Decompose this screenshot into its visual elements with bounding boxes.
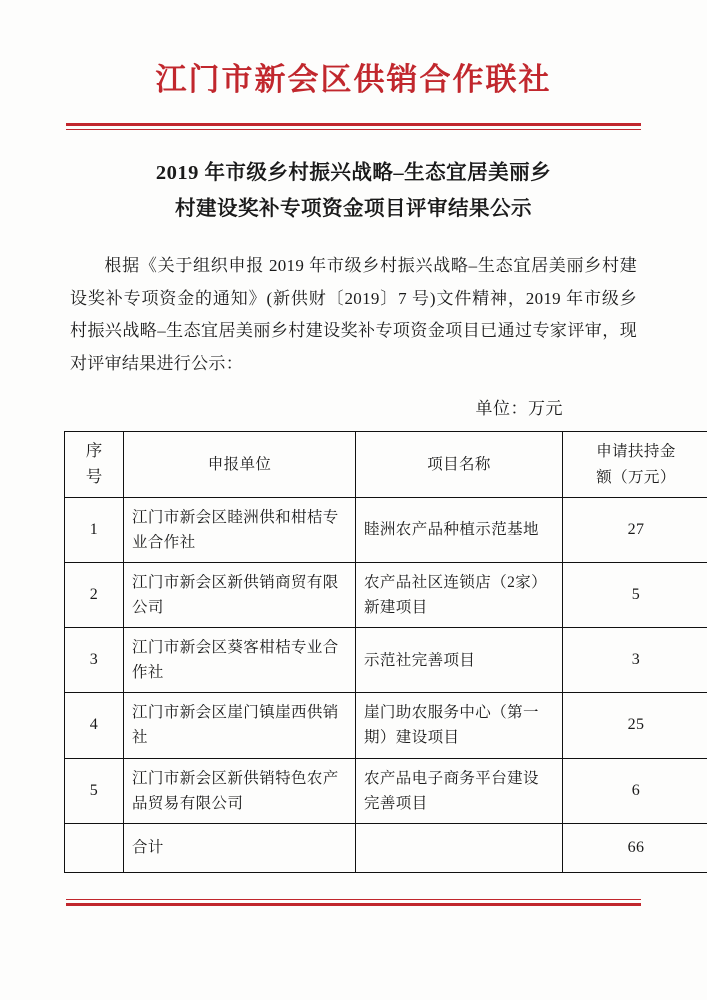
header-index-line-1: 序 [85, 441, 103, 461]
paragraph-text: 根据《关于组织申报 2019 年市级乡村振兴战略–生态宜居美丽乡村建设奖补专项资金的通知》(新供财〔2019〕7 号)文件精神，2019 年市级乡村振兴战略–生态宜居美丽乡村建设奖补专项资金项目已通过专家评审，现对评审结果进行公示： [70, 255, 637, 373]
table-row [65, 497, 707, 562]
table-row [65, 693, 707, 758]
header-unit: 申报单位 [124, 432, 356, 497]
header-project: 项目名称 [356, 432, 563, 497]
table-row [65, 628, 707, 693]
cell-amount: 27 [563, 497, 707, 562]
total-spacer [65, 823, 124, 872]
table-header-row [65, 432, 707, 497]
cell-amount: 5 [563, 562, 707, 627]
notice-paragraph [64, 250, 643, 381]
document-title-line-2: 村建设奖补专项资金项目评审结果公示 [175, 198, 532, 221]
header-amount-line-2: 额（万元） [596, 468, 676, 486]
cell-index: 1 [65, 497, 124, 562]
cell-index: 3 [65, 628, 124, 693]
table-body [65, 497, 707, 872]
footer-thick-line [66, 903, 641, 906]
results-table [64, 431, 707, 872]
total-project-blank [356, 823, 563, 872]
unit-note: 单位：万元 [475, 399, 563, 419]
header-index-line-2: 号 [85, 466, 103, 486]
cell-project: 睦洲农产品种植示范基地 [356, 497, 563, 562]
cell-unit: 江门市新会区崖门镇崖西供销社 [124, 693, 356, 758]
cell-project: 示范社完善项目 [356, 628, 563, 693]
cell-index: 4 [65, 693, 124, 758]
header-amount-line-1: 申请扶持金 [596, 443, 676, 461]
cell-amount: 25 [563, 693, 707, 758]
cell-project: 农产品社区连锁店（2家）新建项目 [356, 562, 563, 627]
table-row [65, 758, 707, 823]
header-index [65, 432, 124, 497]
document-title-line-1: 2019 年市级乡村振兴战略–生态宜居美丽乡 [155, 162, 552, 185]
total-amount: 66 [563, 823, 707, 872]
cell-amount: 3 [563, 628, 707, 693]
divider-thick-line [66, 123, 641, 126]
cell-unit: 江门市新会区葵客柑桔专业合作社 [124, 628, 356, 693]
cell-unit: 江门市新会区新供销特色农产品贸易有限公司 [124, 758, 356, 823]
footer-thin-line [66, 899, 641, 900]
cell-unit: 江门市新会区新供销商贸有限公司 [124, 562, 356, 627]
table-total-row [65, 823, 707, 872]
cell-unit: 江门市新会区睦洲供和柑桔专业合作社 [124, 497, 356, 562]
header-divider [64, 123, 643, 130]
header-amount [563, 432, 707, 497]
cell-amount: 6 [563, 758, 707, 823]
organization-title: 江门市新会区供销合作联社 [155, 62, 552, 98]
document-title [64, 156, 643, 228]
cell-project: 农产品电子商务平台建设完善项目 [356, 758, 563, 823]
divider-thin-line [66, 129, 641, 130]
cell-index: 2 [65, 562, 124, 627]
footer-divider [64, 899, 643, 906]
cell-project: 崖门助农服务中心（第一期）建设项目 [356, 693, 563, 758]
table-header [65, 432, 707, 497]
table-row [65, 562, 707, 627]
total-label: 合计 [124, 823, 356, 872]
cell-index: 5 [65, 758, 124, 823]
